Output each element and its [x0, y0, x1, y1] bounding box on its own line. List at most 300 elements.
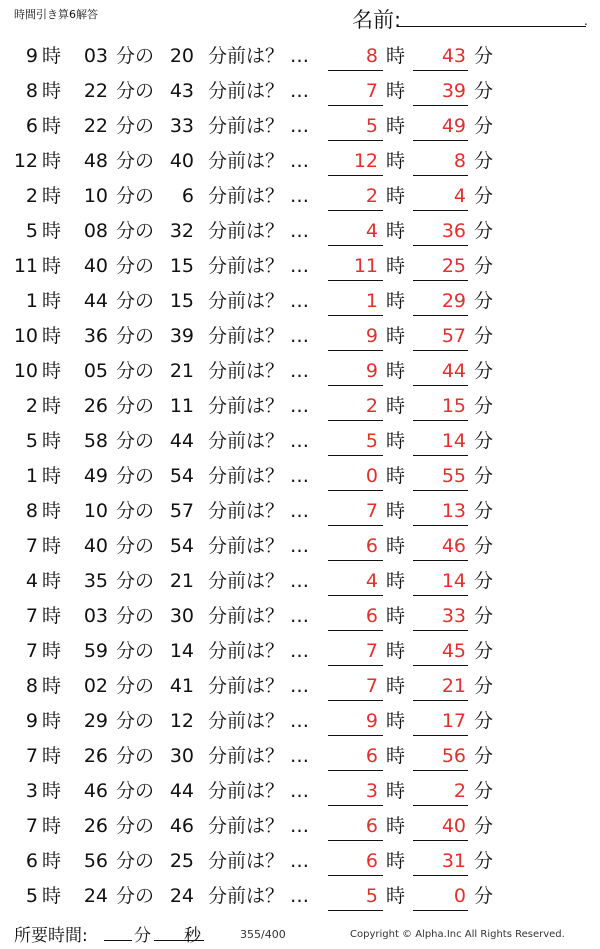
answer-minute-underline — [413, 210, 468, 211]
answer-hour[interactable]: 5 — [365, 885, 378, 907]
minutes-before: 25 — [169, 850, 194, 872]
time-seconds-blank[interactable] — [154, 940, 182, 941]
answer-minute[interactable]: 49 — [441, 115, 466, 137]
answer-hour-unit: 時 — [386, 780, 406, 802]
answer-hour[interactable]: 7 — [365, 80, 378, 102]
answer-hour-underline — [328, 805, 383, 806]
start-hour: 7 — [25, 815, 38, 837]
start-minute: 48 — [83, 150, 108, 172]
minute-of-label: 分の — [116, 885, 155, 907]
answer-minute-unit: 分 — [474, 150, 494, 172]
start-minute: 10 — [83, 500, 108, 522]
start-hour: 2 — [25, 395, 38, 417]
start-hour: 5 — [25, 885, 38, 907]
problem-row — [0, 318, 600, 353]
answer-hour[interactable]: 7 — [365, 500, 378, 522]
question-label: 分前は？ … — [208, 325, 310, 347]
answer-hour[interactable]: 4 — [365, 570, 378, 592]
answer-hour-unit: 時 — [386, 185, 406, 207]
start-minute: 10 — [83, 185, 108, 207]
start-hour: 5 — [25, 430, 38, 452]
answer-minute-underline — [413, 630, 468, 631]
answer-hour-underline — [328, 70, 383, 71]
answer-minute-unit: 分 — [474, 570, 494, 592]
minute-of-label: 分の — [116, 45, 155, 67]
answer-hour-underline — [328, 840, 383, 841]
minutes-before: 6 — [181, 185, 194, 207]
answer-minute-underline — [413, 595, 468, 596]
answer-hour-unit: 時 — [386, 850, 406, 872]
hour-unit: 時 — [42, 150, 62, 172]
answer-hour[interactable]: 12 — [353, 150, 378, 172]
answer-hour-unit: 時 — [386, 710, 406, 732]
answer-hour[interactable]: 7 — [365, 640, 378, 662]
minutes-before: 24 — [169, 885, 194, 907]
answer-hour-underline — [328, 525, 383, 526]
answer-minute-underline — [413, 700, 468, 701]
problem-row — [0, 493, 600, 528]
answer-minute-unit: 分 — [474, 290, 494, 312]
answer-minute-unit: 分 — [474, 465, 494, 487]
minutes-before: 12 — [169, 710, 194, 732]
time-seconds-unit: 秒 — [184, 926, 201, 946]
start-hour: 7 — [25, 745, 38, 767]
question-label: 分前は？ … — [208, 360, 310, 382]
answer-minute-unit: 分 — [474, 605, 494, 627]
answer-minute-underline — [413, 910, 468, 911]
minute-of-label: 分の — [116, 815, 155, 837]
minute-of-label: 分の — [116, 150, 155, 172]
hour-unit: 時 — [42, 465, 62, 487]
name-label: 名前: — [352, 8, 402, 32]
answer-minute-unit: 分 — [474, 395, 494, 417]
minutes-before: 44 — [169, 430, 194, 452]
answer-minute[interactable]: 17 — [441, 710, 466, 732]
hour-unit: 時 — [42, 745, 62, 767]
start-hour: 11 — [13, 255, 38, 277]
answer-hour-unit: 時 — [386, 325, 406, 347]
answer-hour[interactable]: 6 — [365, 850, 378, 872]
answer-hour-unit: 時 — [386, 745, 406, 767]
start-hour: 6 — [25, 850, 38, 872]
answer-hour-underline — [328, 315, 383, 316]
answer-hour-underline — [328, 665, 383, 666]
time-minutes-blank[interactable] — [104, 940, 132, 941]
question-label: 分前は？ … — [208, 850, 310, 872]
answer-minute-underline — [413, 175, 468, 176]
answer-hour-underline — [328, 595, 383, 596]
minute-of-label: 分の — [116, 80, 155, 102]
answer-minute[interactable]: 44 — [441, 360, 466, 382]
answer-minute[interactable]: 29 — [441, 290, 466, 312]
start-minute: 56 — [83, 850, 108, 872]
problem-row — [0, 843, 600, 878]
answer-hour[interactable]: 6 — [365, 605, 378, 627]
problem-row — [0, 528, 600, 563]
answer-minute-unit: 分 — [474, 710, 494, 732]
answer-minute[interactable]: 21 — [441, 675, 466, 697]
answer-minute-unit: 分 — [474, 220, 494, 242]
hour-unit: 時 — [42, 710, 62, 732]
start-minute: 36 — [83, 325, 108, 347]
hour-unit: 時 — [42, 395, 62, 417]
question-label: 分前は？ … — [208, 430, 310, 452]
answer-hour[interactable]: 6 — [365, 535, 378, 557]
start-minute: 58 — [83, 430, 108, 452]
answer-minute-unit: 分 — [474, 500, 494, 522]
page-number: 355/400 — [240, 928, 286, 941]
answer-hour[interactable]: 6 — [365, 815, 378, 837]
start-minute: 24 — [83, 885, 108, 907]
minute-of-label: 分の — [116, 500, 155, 522]
hour-unit: 時 — [42, 500, 62, 522]
hour-unit: 時 — [42, 360, 62, 382]
answer-hour-underline — [328, 490, 383, 491]
hour-unit: 時 — [42, 115, 62, 137]
answer-minute[interactable]: 2 — [453, 780, 466, 802]
answer-hour-underline — [328, 630, 383, 631]
hour-unit: 時 — [42, 255, 62, 277]
problem-row — [0, 598, 600, 633]
problem-row — [0, 668, 600, 703]
start-hour: 5 — [25, 220, 38, 242]
minutes-before: 15 — [169, 290, 194, 312]
minutes-before: 39 — [169, 325, 194, 347]
question-label: 分前は？ … — [208, 45, 310, 67]
hour-unit: 時 — [42, 290, 62, 312]
start-minute: 22 — [83, 80, 108, 102]
answer-hour-underline — [328, 770, 383, 771]
question-label: 分前は？ … — [208, 465, 310, 487]
answer-minute-unit: 分 — [474, 115, 494, 137]
name-field-line[interactable] — [398, 26, 586, 27]
answer-minute-underline — [413, 105, 468, 106]
answer-hour-unit: 時 — [386, 115, 406, 137]
start-minute: 26 — [83, 745, 108, 767]
start-minute: 35 — [83, 570, 108, 592]
answer-minute-unit: 分 — [474, 850, 494, 872]
answer-hour-unit: 時 — [386, 430, 406, 452]
answer-minute-underline — [413, 490, 468, 491]
start-hour: 7 — [25, 535, 38, 557]
answer-minute-underline — [413, 735, 468, 736]
minutes-before: 14 — [169, 640, 194, 662]
answer-minute-underline — [413, 385, 468, 386]
answer-hour[interactable]: 7 — [365, 675, 378, 697]
answer-minute[interactable]: 57 — [441, 325, 466, 347]
question-label: 分前は？ … — [208, 80, 310, 102]
start-hour: 3 — [25, 780, 38, 802]
start-hour: 1 — [25, 465, 38, 487]
answer-minute[interactable]: 36 — [441, 220, 466, 242]
answer-minute-underline — [413, 840, 468, 841]
answer-hour[interactable]: 6 — [365, 745, 378, 767]
answer-minute[interactable]: 14 — [441, 430, 466, 452]
answer-hour-unit: 時 — [386, 815, 406, 837]
answer-hour[interactable]: 11 — [353, 255, 378, 277]
question-label: 分前は？ … — [208, 290, 310, 312]
question-label: 分前は？ … — [208, 220, 310, 242]
answer-hour-unit: 時 — [386, 395, 406, 417]
minute-of-label: 分の — [116, 115, 155, 137]
answer-minute-unit: 分 — [474, 640, 494, 662]
answer-hour[interactable]: 1 — [365, 290, 378, 312]
answer-minute-underline — [413, 140, 468, 141]
problem-row — [0, 563, 600, 598]
question-label: 分前は？ … — [208, 570, 310, 592]
copyright-notice: Copyright © Alpha.Inc All Rights Reserved. — [350, 929, 565, 940]
answer-hour-unit: 時 — [386, 675, 406, 697]
answer-hour[interactable]: 2 — [365, 185, 378, 207]
hour-unit: 時 — [42, 850, 62, 872]
answer-minute-unit: 分 — [474, 815, 494, 837]
answer-hour-underline — [328, 420, 383, 421]
minutes-before: 30 — [169, 605, 194, 627]
answer-hour-underline — [328, 245, 383, 246]
minute-of-label: 分の — [116, 675, 155, 697]
answer-minute-underline — [413, 770, 468, 771]
answer-hour-underline — [328, 280, 383, 281]
answer-minute-underline — [413, 875, 468, 876]
question-label: 分前は？ … — [208, 675, 310, 697]
answer-minute-underline — [413, 245, 468, 246]
start-hour: 8 — [25, 675, 38, 697]
answer-minute[interactable]: 55 — [441, 465, 466, 487]
answer-minute[interactable]: 8 — [453, 150, 466, 172]
start-minute: 29 — [83, 710, 108, 732]
answer-minute-underline — [413, 455, 468, 456]
answer-hour[interactable]: 4 — [365, 220, 378, 242]
hour-unit: 時 — [42, 430, 62, 452]
answer-hour-unit: 時 — [386, 80, 406, 102]
answer-hour-unit: 時 — [386, 465, 406, 487]
minutes-before: 41 — [169, 675, 194, 697]
question-label: 分前は？ … — [208, 605, 310, 627]
minute-of-label: 分の — [116, 780, 155, 802]
answer-hour-underline — [328, 210, 383, 211]
start-minute: 40 — [83, 255, 108, 277]
answer-minute[interactable]: 46 — [441, 535, 466, 557]
answer-minute[interactable]: 25 — [441, 255, 466, 277]
start-hour: 9 — [25, 710, 38, 732]
minutes-before: 21 — [169, 360, 194, 382]
problem-row — [0, 38, 600, 73]
start-minute: 49 — [83, 465, 108, 487]
start-minute: 22 — [83, 115, 108, 137]
answer-minute-underline — [413, 70, 468, 71]
answer-minute[interactable]: 0 — [453, 885, 466, 907]
question-label: 分前は？ … — [208, 395, 310, 417]
hour-unit: 時 — [42, 45, 62, 67]
answer-hour-unit: 時 — [386, 500, 406, 522]
question-label: 分前は？ … — [208, 255, 310, 277]
minute-of-label: 分の — [116, 605, 155, 627]
start-hour: 12 — [13, 150, 38, 172]
minutes-before: 20 — [169, 45, 194, 67]
answer-minute-underline — [413, 315, 468, 316]
start-hour: 10 — [13, 360, 38, 382]
minute-of-label: 分の — [116, 325, 155, 347]
answer-hour[interactable]: 0 — [365, 465, 378, 487]
start-minute: 46 — [83, 780, 108, 802]
problem-row — [0, 353, 600, 388]
hour-unit: 時 — [42, 780, 62, 802]
answer-hour-underline — [328, 455, 383, 456]
answer-hour-underline — [328, 140, 383, 141]
answer-hour[interactable]: 9 — [365, 710, 378, 732]
start-hour: 4 — [25, 570, 38, 592]
answer-minute-underline — [413, 280, 468, 281]
answer-minute[interactable]: 40 — [441, 815, 466, 837]
answer-minute-unit: 分 — [474, 535, 494, 557]
minute-of-label: 分の — [116, 255, 155, 277]
start-hour: 8 — [25, 500, 38, 522]
answer-hour-unit: 時 — [386, 150, 406, 172]
answer-hour-unit: 時 — [386, 640, 406, 662]
answer-minute-unit: 分 — [474, 745, 494, 767]
answer-hour-underline — [328, 700, 383, 701]
answer-hour-underline — [328, 105, 383, 106]
answer-minute[interactable]: 45 — [441, 640, 466, 662]
minutes-before: 54 — [169, 465, 194, 487]
problem-row — [0, 738, 600, 773]
answer-hour-unit: 時 — [386, 360, 406, 382]
answer-minute-unit: 分 — [474, 255, 494, 277]
hour-unit: 時 — [42, 570, 62, 592]
question-label: 分前は？ … — [208, 115, 310, 137]
answer-hour-unit: 時 — [386, 290, 406, 312]
start-hour: 7 — [25, 605, 38, 627]
answer-hour[interactable]: 5 — [365, 430, 378, 452]
minute-of-label: 分の — [116, 710, 155, 732]
worksheet-title: 時間引き算6解答 — [14, 8, 98, 21]
problem-row — [0, 703, 600, 738]
hour-unit: 時 — [42, 220, 62, 242]
start-minute: 03 — [83, 605, 108, 627]
start-minute: 02 — [83, 675, 108, 697]
hour-unit: 時 — [42, 885, 62, 907]
hour-unit: 時 — [42, 605, 62, 627]
answer-hour-underline — [328, 560, 383, 561]
minute-of-label: 分の — [116, 535, 155, 557]
problem-row — [0, 143, 600, 178]
question-label: 分前は？ … — [208, 640, 310, 662]
start-hour: 7 — [25, 640, 38, 662]
minute-of-label: 分の — [116, 640, 155, 662]
answer-minute-underline — [413, 560, 468, 561]
time-underline-tail — [182, 940, 204, 941]
answer-minute-unit: 分 — [474, 885, 494, 907]
start-minute: 59 — [83, 640, 108, 662]
answer-minute-underline — [413, 350, 468, 351]
answer-hour-unit: 時 — [386, 255, 406, 277]
answer-minute-unit: 分 — [474, 185, 494, 207]
hour-unit: 時 — [42, 675, 62, 697]
answer-minute[interactable]: 43 — [441, 45, 466, 67]
problem-row — [0, 878, 600, 913]
start-minute: 26 — [83, 395, 108, 417]
minutes-before: 57 — [169, 500, 194, 522]
minutes-before: 43 — [169, 80, 194, 102]
answer-hour-underline — [328, 910, 383, 911]
minute-of-label: 分の — [116, 430, 155, 452]
problem-row — [0, 108, 600, 143]
question-label: 分前は？ … — [208, 745, 310, 767]
answer-hour-unit: 時 — [386, 220, 406, 242]
problem-row — [0, 248, 600, 283]
problem-row — [0, 213, 600, 248]
question-label: 分前は？ … — [208, 885, 310, 907]
minutes-before: 44 — [169, 780, 194, 802]
question-label: 分前は？ … — [208, 500, 310, 522]
start-minute: 03 — [83, 45, 108, 67]
time-required-label: 所要時間: — [14, 926, 88, 946]
answer-hour[interactable]: 8 — [365, 45, 378, 67]
minute-of-label: 分の — [116, 185, 155, 207]
answer-hour[interactable]: 9 — [365, 360, 378, 382]
problem-row — [0, 773, 600, 808]
answer-minute-unit: 分 — [474, 360, 494, 382]
question-label: 分前は？ … — [208, 185, 310, 207]
answer-minute[interactable]: 31 — [441, 850, 466, 872]
answer-minute-underline — [413, 665, 468, 666]
minute-of-label: 分の — [116, 290, 155, 312]
answer-hour-underline — [328, 350, 383, 351]
answer-hour-unit: 時 — [386, 45, 406, 67]
hour-unit: 時 — [42, 185, 62, 207]
minute-of-label: 分の — [116, 465, 155, 487]
minutes-before: 40 — [169, 150, 194, 172]
minute-of-label: 分の — [116, 570, 155, 592]
start-hour: 1 — [25, 290, 38, 312]
answer-minute[interactable]: 13 — [441, 500, 466, 522]
answer-hour[interactable]: 2 — [365, 395, 378, 417]
answer-hour-unit: 時 — [386, 535, 406, 557]
start-hour: 10 — [13, 325, 38, 347]
answer-minute[interactable]: 4 — [453, 185, 466, 207]
start-minute: 05 — [83, 360, 108, 382]
answer-hour[interactable]: 3 — [365, 780, 378, 802]
answer-minute[interactable]: 39 — [441, 80, 466, 102]
answer-hour-underline — [328, 175, 383, 176]
minutes-before: 46 — [169, 815, 194, 837]
answer-minute[interactable]: 14 — [441, 570, 466, 592]
answer-minute[interactable]: 33 — [441, 605, 466, 627]
problem-row — [0, 458, 600, 493]
answer-hour[interactable]: 9 — [365, 325, 378, 347]
minute-of-label: 分の — [116, 850, 155, 872]
answer-minute-underline — [413, 525, 468, 526]
hour-unit: 時 — [42, 80, 62, 102]
answer-hour-underline — [328, 875, 383, 876]
start-minute: 40 — [83, 535, 108, 557]
answer-minute[interactable]: 56 — [441, 745, 466, 767]
question-label: 分前は？ … — [208, 710, 310, 732]
start-minute: 08 — [83, 220, 108, 242]
minutes-before: 32 — [169, 220, 194, 242]
minutes-before: 21 — [169, 570, 194, 592]
minute-of-label: 分の — [116, 395, 155, 417]
start-hour: 8 — [25, 80, 38, 102]
name-field-end-dot: . — [584, 14, 588, 28]
answer-hour-unit: 時 — [386, 885, 406, 907]
answer-hour-unit: 時 — [386, 570, 406, 592]
answer-minute-unit: 分 — [474, 430, 494, 452]
answer-hour[interactable]: 5 — [365, 115, 378, 137]
answer-minute[interactable]: 15 — [441, 395, 466, 417]
minutes-before: 30 — [169, 745, 194, 767]
answer-minute-underline — [413, 805, 468, 806]
